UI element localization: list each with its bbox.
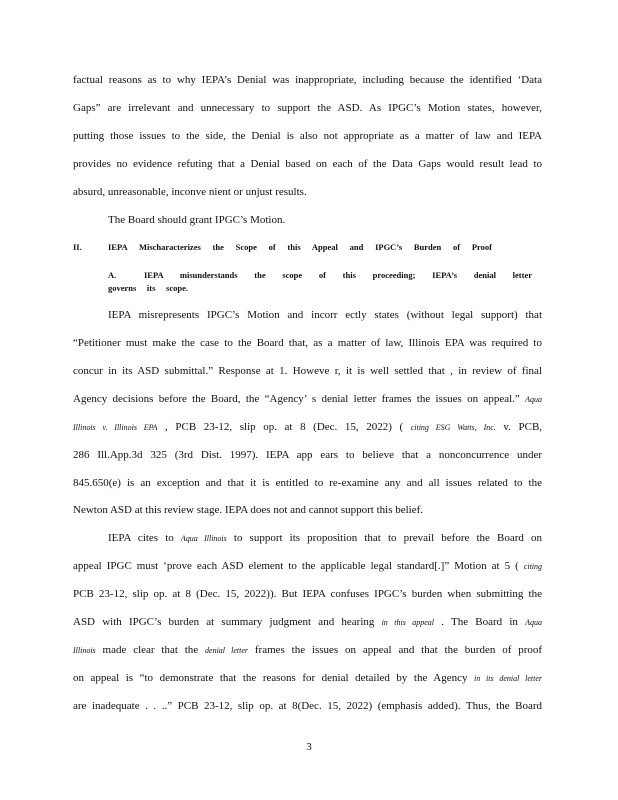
paragraph-line: putting those issues to the side, the Denial is also not appropriate as a matter of law and IEPA [73, 130, 542, 142]
citation-signal: citing [523, 562, 542, 571]
paragraph-line: provides no evidence refuting that a Denial based on each of the Data Gaps would result lead to [73, 158, 542, 170]
emphasis: in this appeal [381, 618, 435, 627]
case-citation: citing ESG Watts, Inc. [410, 423, 496, 432]
subheading: IEPA misunderstands the scope of this proceeding; IEPA’s denial letter [144, 270, 532, 280]
paragraph-line: are inadequate . . ..” PCB 23-12, slip op. at 8(Dec. 15, 2022) (emphasis added). Thus, the Board [73, 700, 542, 712]
text-run: ASD with IPGC’s burden at summary judgment and hearing [73, 616, 382, 628]
text-run: to support its proposition that to prevail before the Board on [233, 532, 542, 544]
paragraph-line: “Petitioner must make the case to the Board that, as a matter of law, Illinois EPA was required to [73, 337, 542, 349]
paragraph-line: absurd, unreasonable, inconve nient or unjust results. [73, 186, 307, 198]
paragraph-line [73, 559, 542, 574]
paragraph-line [73, 392, 542, 407]
text-run: Agency decisions before the Board, the “Agency’ s denial letter frames the issues on appeal.” [73, 393, 520, 405]
paragraph-line: concur in its ASD submittal.” Response at 1. Howeve r, it is well settled that , in review of final [73, 365, 542, 377]
subheading: governs its scope. [108, 283, 188, 293]
text-run: , PCB 23-12, slip op. at 8 (Dec. 15, 2022) ( [165, 421, 404, 433]
text-run: v. PCB, [503, 421, 542, 433]
case-citation: Aqua [525, 618, 542, 627]
paragraph-line: PCB 23-12, slip op. at 8 (Dec. 15, 2022)). But IEPA confuses IPGC’s burden when submitting the [73, 588, 542, 600]
paragraph-line: 286 Ill.App.3d 325 (3rd Dist. 1997). IEPA app ears to believe that a nonconcurrence under [73, 449, 542, 461]
case-citation: Aqua Illinois [180, 534, 227, 543]
paragraph-line [108, 531, 542, 546]
paragraph-line: Gaps” are irrelevant and unnecessary to support the ASD. As IPGC’s Motion states, however, [73, 102, 542, 114]
emphasis: denial letter [205, 646, 249, 655]
paragraph-line [73, 671, 542, 686]
paragraph-line [73, 615, 542, 630]
text-run: IEPA cites to [108, 532, 181, 544]
paragraph-line: factual reasons as to why IEPA’s Denial was inappropriate, including because the identified ‘Data [73, 74, 542, 86]
paragraph-line [73, 643, 542, 658]
text-run: on appeal is “to demonstrate that the reasons for denial detailed by the Agency [73, 672, 475, 684]
text-run: made clear that the [102, 644, 206, 656]
case-citation: Illinois [73, 646, 96, 655]
paragraph-line: Newton ASD at this review stage. IEPA does not and cannot support this belief. [73, 504, 424, 516]
case-citation: Aqua [525, 395, 542, 404]
paragraph-line: 845.650(e) is an exception and that it is entitled to re-examine any and all issues related to the [73, 477, 542, 489]
text-run: . The Board in [441, 616, 526, 628]
text-run: appeal IPGC must ‘prove each ASD element to the applicable legal standard[.]” Motion at 5 ( [73, 560, 519, 572]
case-citation: Illinois v. Illinois EPA [73, 423, 158, 432]
heading-number: II. [73, 242, 82, 252]
emphasis: in its denial letter [474, 674, 542, 683]
paragraph-line: IEPA misrepresents IPGC’s Motion and incorr ectly states (without legal support) that [108, 309, 542, 321]
paragraph-line [73, 420, 542, 435]
subheading-number: A. [108, 270, 117, 280]
paragraph-line: The Board should grant IPGC’s Motion. [108, 214, 286, 226]
text-run: frames the issues on appeal and that the burden of proof [254, 644, 542, 656]
section-heading: IEPA Mischaracterizes the Scope of this Appeal and IPGC’s Burden of Proof [108, 242, 492, 252]
page-number: 3 [306, 741, 312, 753]
